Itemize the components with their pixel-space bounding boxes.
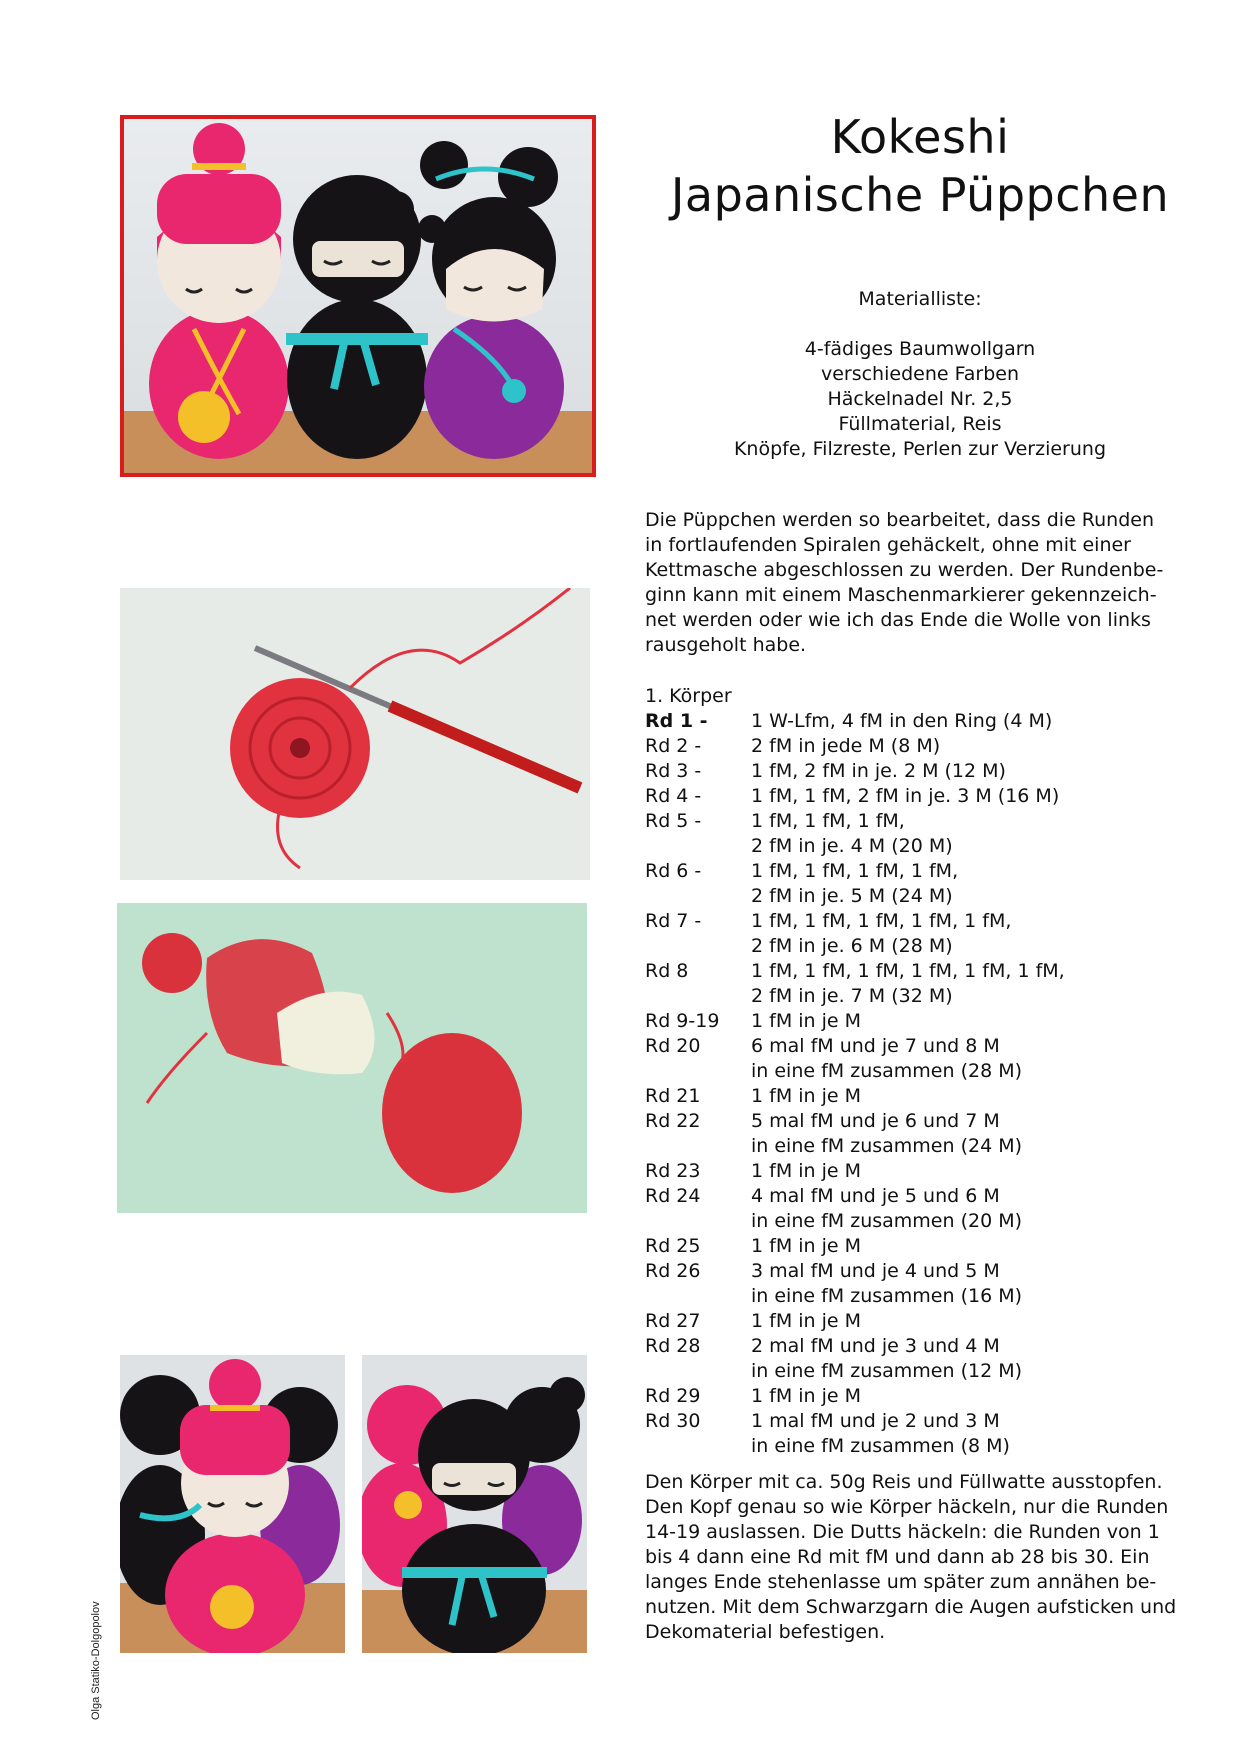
round-instruction: 1 W-Lfm, 4 fM in den Ring (4 M) [751, 710, 1053, 732]
round-instruction: 1 fM in je M [751, 1085, 862, 1107]
round-label: Rd 26 [645, 1260, 701, 1282]
round-label: Rd 27 [645, 1310, 701, 1332]
round-label: Rd 5 - [645, 810, 702, 832]
round-label: Rd 24 [645, 1185, 701, 1207]
pattern-round [645, 784, 1205, 809]
pattern-round [645, 709, 1205, 734]
round-instruction: 2 fM in jede M (8 M) [751, 735, 941, 757]
round-instruction: 1 fM, 1 fM, 1 fM, 1 fM, 1 fM, 2 fM in je. 6 M (28 M) [751, 910, 1012, 957]
round-instruction: 4 mal fM und je 5 und 6 M in eine fM zusammen (20 M) [751, 1185, 1023, 1232]
pattern-round [645, 809, 1205, 859]
round-label: Rd 3 - [645, 760, 702, 782]
round-instruction: 1 fM, 1 fM, 1 fM, 2 fM in je. 4 M (20 M) [751, 810, 953, 857]
pattern-round [645, 759, 1205, 784]
round-label: Rd 1 - [645, 710, 708, 732]
pattern-round [645, 1259, 1205, 1309]
round-instruction: 2 mal fM und je 3 und 4 M in eine fM zusammen (12 M) [751, 1335, 1023, 1382]
round-instruction: 1 mal fM und je 2 und 3 M in eine fM zusammen (8 M) [751, 1410, 1010, 1457]
round-instruction: 3 mal fM und je 4 und 5 M in eine fM zusammen (16 M) [751, 1260, 1023, 1307]
materials-item: Füllmaterial, Reis [838, 413, 1002, 435]
pattern-round [645, 909, 1205, 959]
pattern-round [645, 1009, 1205, 1034]
pattern-round [645, 1159, 1205, 1184]
round-instruction: 1 fM in je M [751, 1235, 862, 1257]
round-instruction: 5 mal fM und je 6 und 7 M in eine fM zusammen (24 M) [751, 1110, 1023, 1157]
round-instruction: 1 fM, 1 fM, 2 fM in je. 3 M (16 M) [751, 785, 1060, 807]
pattern-round [645, 734, 1205, 759]
round-label: Rd 4 - [645, 785, 702, 807]
pattern-round [645, 1384, 1205, 1409]
materials-list [650, 287, 1190, 462]
materials-item: Knöpfe, Filzreste, Perlen zur Verzierung [733, 438, 1107, 460]
pattern-round [645, 1334, 1205, 1384]
round-label: Rd 8 [645, 960, 689, 982]
round-instruction: 1 fM in je M [751, 1385, 862, 1407]
title-line-2: Japanische Püppchen [670, 168, 1170, 222]
pattern-round [645, 1109, 1205, 1159]
pattern-round [645, 1309, 1205, 1334]
photo-three-dolls [120, 115, 596, 477]
photo-black-doll-front [362, 1355, 587, 1653]
round-label: Rd 7 - [645, 910, 702, 932]
round-label: Rd 9-19 [645, 1010, 720, 1032]
materials-item: verschiedene Farben [820, 363, 1020, 385]
round-label: Rd 30 [645, 1410, 701, 1432]
pattern-round [645, 1184, 1205, 1234]
rounds-list [645, 709, 1205, 1459]
round-label: Rd 23 [645, 1160, 701, 1182]
round-instruction: 6 mal fM und je 7 und 8 M in eine fM zusammen (28 M) [751, 1035, 1023, 1082]
round-label: Rd 28 [645, 1335, 701, 1357]
pattern-round [645, 1234, 1205, 1259]
materials-item: 4-fädiges Baumwollgarn [804, 338, 1036, 360]
photo-hook-circle [120, 588, 590, 880]
photo-pink-doll-front [120, 1355, 345, 1653]
round-label: Rd 20 [645, 1035, 701, 1057]
round-label: Rd 2 - [645, 735, 702, 757]
pattern-round [645, 959, 1205, 1009]
round-label: Rd 25 [645, 1235, 701, 1257]
round-instruction: 1 fM, 1 fM, 1 fM, 1 fM, 2 fM in je. 5 M (24 M) [751, 860, 959, 907]
pattern-section [645, 684, 1205, 1459]
outro-paragraph: Den Körper mit ca. 50g Reis und Füllwatte ausstopfen. Den Kopf genau so wie Körper häckeln, nur die Runden 14-19 auslassen. Die Dutts häckeln: die Runden von 1 bis 4 dann eine Rd mit fM und dann ab 28 bis 30. Ein langes Ende stehenlasse um später zum annähen be-nutzen. Mit dem Schwarzgarn die Augen aufsticken und Dekomaterial befestigen. [645, 1471, 1177, 1643]
pattern-round [645, 1034, 1205, 1084]
round-label: Rd 21 [645, 1085, 701, 1107]
pattern-round [645, 1084, 1205, 1109]
materials-item: Häckelnadel Nr. 2,5 [827, 388, 1013, 410]
round-label: Rd 6 - [645, 860, 702, 882]
pattern-round [645, 1409, 1205, 1459]
round-instruction: 1 fM, 2 fM in je. 2 M (12 M) [751, 760, 1006, 782]
title-line-1: Kokeshi [830, 110, 1010, 164]
round-instruction: 1 fM in je M [751, 1160, 862, 1182]
photo-crochet-parts [117, 903, 587, 1213]
round-instruction: 1 fM in je M [751, 1310, 862, 1332]
round-instruction: 1 fM, 1 fM, 1 fM, 1 fM, 1 fM, 1 fM, 2 fM in je. 7 M (32 M) [751, 960, 1065, 1007]
pattern-round [645, 859, 1205, 909]
materials-heading: Materialliste: [858, 288, 982, 310]
round-instruction: 1 fM in je M [751, 1010, 862, 1032]
photo-credit: Olga Statiko-Dolgopolov [90, 1601, 102, 1720]
round-label: Rd 29 [645, 1385, 701, 1407]
round-label: Rd 22 [645, 1110, 701, 1132]
intro-paragraph: Die Püppchen werden so bearbeitet, dass die Runden in fortlaufenden Spiralen gehäckelt, ohne mit einer Kettmasche abgeschlossen zu werden. Der Rundenbe-ginn kann mit einem Maschenmarkierer gekennzeich-net werden oder wie ich das Ende die Wolle von links rausgeholt habe. [645, 509, 1164, 656]
section-heading: 1. Körper [645, 685, 732, 707]
